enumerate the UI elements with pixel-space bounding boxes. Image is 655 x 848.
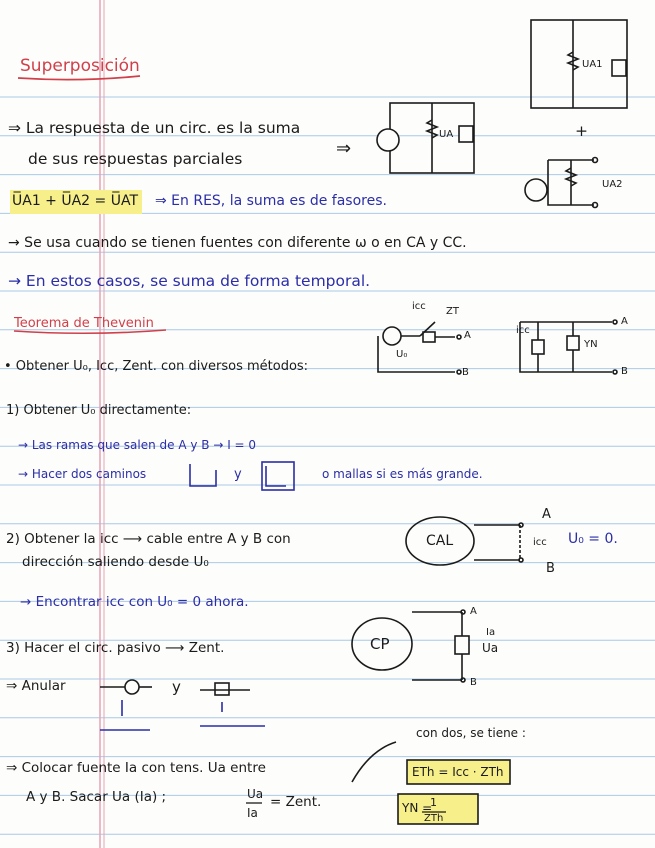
label-icc-3: icc	[533, 537, 547, 548]
cal-label: CAL	[426, 533, 454, 549]
yn-num: 1	[430, 796, 437, 809]
label-zt: ZT	[446, 306, 459, 317]
anular: ⇒ Anular	[6, 678, 66, 694]
con-dos: con dos, se tiene :	[416, 726, 526, 740]
label-ia: Ia	[486, 627, 496, 638]
step-1-b-y: y	[234, 467, 242, 482]
label-icc: icc	[412, 301, 426, 312]
colocar-b: A y B. Sacar Ua (Ia) ;	[26, 789, 167, 805]
u0-eq: U₀ = 0.	[568, 531, 618, 547]
fraction-num: Ua	[247, 787, 264, 801]
line-temporal: → En estos casos, se suma de forma temporal.	[8, 272, 371, 290]
label-u0: U₀	[396, 349, 408, 360]
line-cd: → Se usa cuando se tienen fuentes con diferente ω o en CA y CC.	[8, 235, 467, 251]
label-a-1: A	[464, 330, 471, 341]
res-note: ⇒ En RES, la suma es de fasores.	[155, 193, 387, 209]
fraction-den: Ia	[247, 806, 258, 820]
label-yn: YN	[584, 339, 598, 350]
thevenin-title: Teorema de Thevenin	[14, 316, 154, 331]
result-arrow	[352, 742, 396, 782]
step-2b: dirección saliendo desde U₀	[22, 554, 209, 570]
yn-formula: YN =	[402, 801, 433, 815]
step-1-a: → Las ramas que salen de A y B → I = 0	[18, 438, 257, 452]
label-b-1: B	[462, 367, 469, 378]
label-b-3: B	[546, 561, 555, 576]
label-icc-2: icc	[516, 325, 530, 336]
label-ua-p: Ua	[482, 641, 499, 655]
step-2a: 2) Obtener la icc ⟶ cable entre A y B con	[6, 531, 291, 547]
label-a-3: A	[542, 507, 551, 522]
formula-sum: U̅A1 + U̅A2 = U̅AT	[12, 193, 139, 209]
label-a-2: A	[621, 316, 628, 327]
circuit-thevenin	[378, 320, 617, 374]
step-1-b: → Hacer dos caminos	[18, 467, 147, 481]
circuit-ua2	[525, 158, 598, 208]
step-2c: → Encontrar icc con U₀ = 0 ahora.	[20, 594, 249, 610]
step-1-b-tail: o mallas si es más grande.	[322, 467, 483, 481]
anular-y: y	[172, 678, 181, 696]
colocar-a: ⇒ Colocar fuente Ia con tens. Ua entre	[6, 760, 266, 776]
obtener-line: • Obtener U₀, Icc, Zent. con diversos métodos:	[4, 359, 309, 374]
page-title: Superposición	[20, 56, 140, 76]
caminos-icons	[190, 462, 294, 490]
yn-den: ZTh	[424, 813, 444, 824]
fraction-eq: = Zent.	[270, 794, 322, 810]
title-underline	[18, 76, 140, 80]
label-ua1: UA1	[582, 59, 603, 70]
circuit-ua1	[531, 20, 627, 108]
step-1: 1) Obtener U₀ directamente:	[6, 403, 192, 418]
step-3: 3) Hacer el circ. pasivo ⟶ Zent.	[6, 640, 225, 656]
label-b-2: B	[621, 366, 628, 377]
label-ua: UA	[439, 129, 454, 140]
label-ua2: UA2	[602, 179, 623, 190]
note-line-1a: ⇒ La respuesta de un circ. es la suma	[8, 119, 301, 137]
eth-formula: ETh = Icc · ZTh	[412, 765, 504, 779]
label-a-4: A	[470, 606, 477, 617]
anular-symbols	[100, 680, 265, 730]
cp-label: CP	[370, 635, 390, 653]
circuit-ua	[377, 103, 474, 173]
note-line-1b: de sus respuestas parciales	[28, 150, 243, 168]
equals-arrow: ⇒	[336, 138, 352, 159]
label-plus-1: +	[575, 122, 588, 140]
label-b-4: B	[470, 677, 477, 688]
